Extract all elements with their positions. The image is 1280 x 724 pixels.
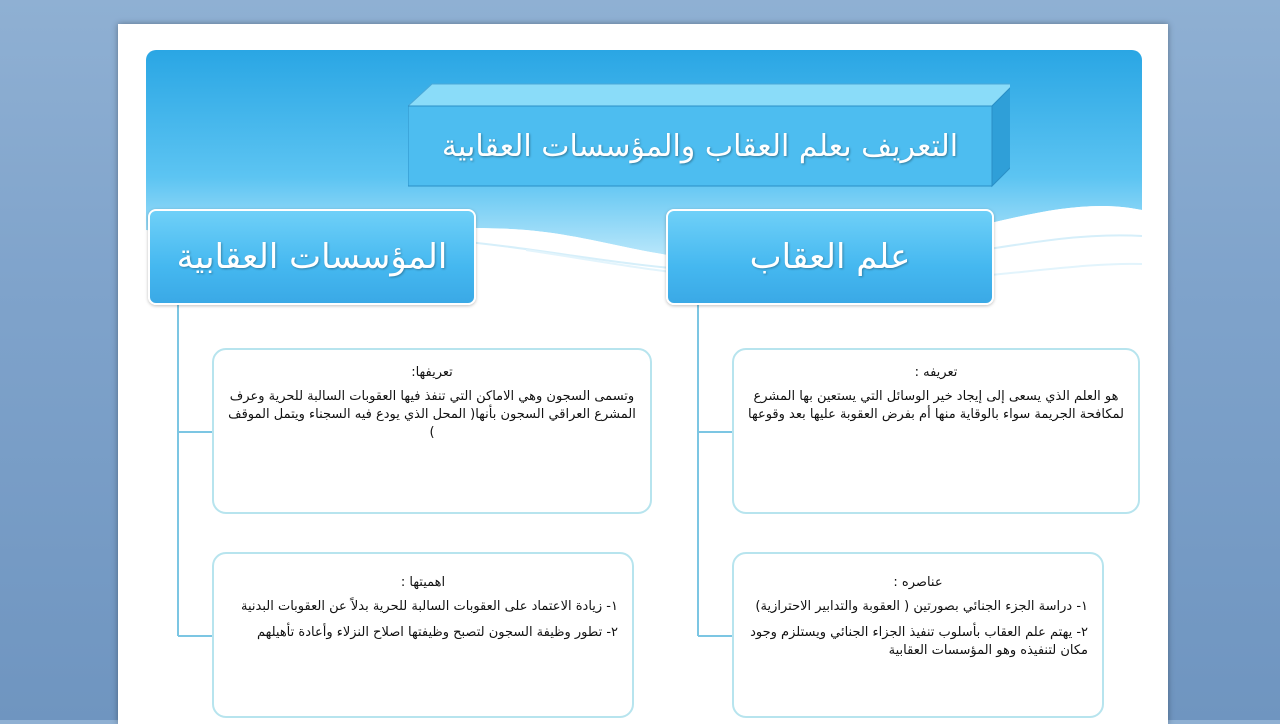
- institutions-importance-card: [212, 552, 634, 718]
- institutions-importance-label: اهميتها :: [400, 575, 446, 590]
- slide: [118, 24, 1168, 724]
- penology-element-item: ١- دراسة الجزء الجنائي بصورتين ( العقوبة والتدابير الاحترازية): [755, 599, 1088, 614]
- penology-definition-label: تعريفه :: [914, 365, 958, 380]
- penology-definition-text: هو العلم الذي يسعى إلى إيجاد خير الوسائل التي يستعين بها المشرع لمكافحة الجريمة سواء بالوقاية منها أم بفرض العقوبة عليها بعد وقوعها: [748, 389, 1124, 422]
- institutions-importance-item: ١- زيادة الاعتماد على العقوبات السالبة للحرية بدلاً عن العقوبات البدنية: [241, 599, 618, 614]
- penology-elements-card: [732, 552, 1104, 718]
- institutions-definition-label: تعريفها:: [411, 365, 453, 380]
- institutions-importance-item: ٢- تطور وظيفة السجون لتصبح وظيفتها اصلاح النزلاء وأعادة تأهيلهم: [256, 625, 618, 640]
- penology-elements-label: عناصره :: [893, 575, 943, 590]
- penology-definition-card: [732, 348, 1140, 514]
- slide-title: التعريف بعلم العقاب والمؤسسات العقابية: [441, 128, 959, 164]
- institutions-definition-card: [212, 348, 652, 514]
- heading-penology: علم العقاب: [666, 209, 994, 305]
- heading-penal-institutions: المؤسسات العقابية: [148, 209, 476, 305]
- penology-element-item: ٢- يهتم علم العقاب بأسلوب تنفيذ الجزاء الجنائي ويستلزم وجود مكان لتنفيذه وهو المؤسسات العقابية: [750, 625, 1088, 658]
- institutions-definition-text: وتسمى السجون وهي الاماكن التي تنفذ فيها العقوبات السالبة للحرية وعرف المشرع العراقي السجون بأنها( المحل الذي يودع فيه السجناء ويتمل الموقف ): [228, 389, 636, 440]
